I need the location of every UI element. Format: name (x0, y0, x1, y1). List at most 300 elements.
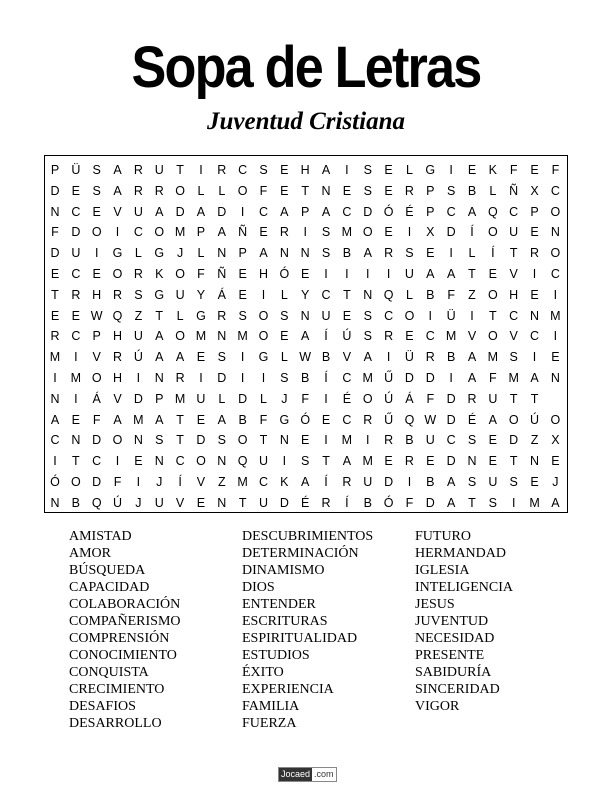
grid-letter[interactable]: M (487, 350, 499, 365)
grid-letter[interactable]: É (405, 204, 414, 219)
grid-letter[interactable]: T (530, 391, 539, 406)
grid-letter[interactable]: F (51, 225, 59, 240)
grid-letter[interactable]: C (321, 287, 331, 302)
grid-letter[interactable]: A (196, 204, 206, 219)
grid-letter[interactable]: I (74, 350, 78, 365)
grid-letter[interactable]: A (321, 204, 331, 219)
grid-letter[interactable]: S (280, 371, 289, 385)
grid-letter[interactable]: Z (530, 433, 539, 448)
grid-letter[interactable]: M (341, 225, 353, 240)
grid-letter[interactable]: P (196, 225, 206, 240)
grid-letter[interactable]: E (405, 329, 414, 344)
grid-letter[interactable]: Á (92, 391, 101, 406)
grid-letter[interactable]: K (155, 267, 164, 281)
grid-letter[interactable]: V (113, 391, 122, 406)
grid-letter[interactable]: Q (487, 204, 498, 219)
grid-letter[interactable]: A (217, 412, 226, 427)
grid-letter[interactable]: A (113, 183, 122, 198)
grid-letter[interactable]: B (405, 433, 414, 448)
grid-letter[interactable]: Ú (384, 391, 394, 406)
grid-letter[interactable]: I (532, 350, 537, 365)
grid-letter[interactable]: O (258, 329, 269, 344)
grid-letter[interactable]: C (258, 475, 269, 489)
grid-letter[interactable]: A (467, 350, 477, 365)
grid-letter[interactable]: O (362, 391, 373, 406)
grid-letter[interactable]: D (217, 204, 227, 219)
grid-letter[interactable]: Q (91, 495, 102, 510)
grid-letter[interactable]: E (321, 412, 331, 427)
grid-letter[interactable]: N (279, 433, 289, 448)
grid-letter[interactable]: U (196, 391, 206, 406)
grid-letter[interactable]: E (238, 287, 247, 302)
grid-letter[interactable]: D (50, 246, 60, 261)
grid-letter[interactable]: E (467, 163, 477, 177)
grid-letter[interactable]: C (342, 371, 352, 385)
grid-letter[interactable]: I (261, 287, 266, 302)
grid-letter[interactable]: T (468, 495, 476, 510)
grid-letter[interactable]: O (487, 225, 498, 240)
grid-letter[interactable]: A (155, 412, 164, 427)
grid-letter[interactable]: Ú (113, 495, 123, 510)
grid-letter[interactable]: U (133, 329, 143, 344)
grid-letter[interactable]: U (363, 475, 373, 489)
grid-letter[interactable]: S (488, 495, 498, 510)
grid-letter[interactable]: O (70, 475, 81, 489)
grid-letter[interactable]: D (509, 433, 519, 448)
grid-letter[interactable]: V (342, 350, 352, 365)
grid-letter[interactable]: I (115, 225, 120, 240)
grid-letter[interactable]: S (238, 308, 247, 323)
grid-letter[interactable]: N (363, 287, 373, 302)
grid-letter[interactable]: Ó (383, 495, 394, 510)
grid-letter[interactable]: B (238, 412, 247, 427)
grid-letter[interactable]: R (154, 183, 164, 198)
grid-letter[interactable]: D (217, 371, 227, 385)
grid-letter[interactable]: O (112, 433, 123, 448)
grid-letter[interactable]: L (197, 183, 205, 198)
grid-letter[interactable]: I (53, 454, 57, 469)
grid-letter[interactable]: R (384, 433, 394, 448)
grid-letter[interactable]: T (238, 495, 247, 510)
grid-letter[interactable]: I (407, 225, 412, 240)
grid-letter[interactable]: I (199, 371, 203, 385)
grid-letter[interactable]: C (530, 329, 540, 344)
grid-letter[interactable]: C (342, 204, 352, 219)
grid-letter[interactable]: N (217, 246, 227, 261)
grid-letter[interactable]: H (113, 329, 123, 344)
grid-letter[interactable]: U (258, 454, 269, 469)
grid-letter[interactable]: I (345, 163, 349, 177)
grid-letter[interactable]: M (362, 371, 373, 385)
grid-letter[interactable]: U (71, 246, 81, 261)
grid-letter[interactable]: P (92, 329, 101, 344)
grid-letter[interactable]: I (53, 371, 57, 385)
grid-letter[interactable]: A (113, 412, 122, 427)
jocaed-logo[interactable] (278, 767, 337, 782)
grid-letter[interactable]: Í (324, 329, 328, 344)
grid-letter[interactable]: É (301, 495, 310, 510)
grid-letter[interactable]: C (71, 267, 81, 281)
grid-letter[interactable]: Í (470, 225, 474, 240)
grid-letter[interactable]: R (467, 391, 477, 406)
grid-letter[interactable]: Y (301, 287, 310, 302)
grid-letter[interactable]: D (133, 391, 143, 406)
grid-letter[interactable]: E (551, 350, 560, 365)
grid-letter[interactable]: O (196, 454, 206, 469)
grid-letter[interactable]: Í (324, 371, 328, 385)
grid-letter[interactable]: I (324, 391, 328, 406)
grid-letter[interactable]: C (71, 329, 81, 344)
grid-letter[interactable]: R (384, 246, 394, 261)
grid-letter[interactable]: L (280, 350, 288, 365)
grid-letter[interactable]: O (258, 308, 269, 323)
grid-letter[interactable]: H (258, 267, 269, 281)
grid-letter[interactable]: K (488, 163, 498, 177)
grid-letter[interactable]: T (51, 287, 59, 302)
grid-letter[interactable]: I (94, 246, 99, 261)
grid-letter[interactable]: V (175, 495, 185, 510)
grid-letter[interactable]: D (363, 204, 373, 219)
grid-letter[interactable]: F (92, 412, 101, 427)
grid-letter[interactable]: Q (237, 454, 248, 469)
grid-letter[interactable]: B (71, 495, 81, 510)
grid-letter[interactable]: O (508, 412, 519, 427)
grid-letter[interactable]: S (321, 225, 331, 240)
grid-letter[interactable]: P (426, 183, 435, 198)
grid-letter[interactable]: S (92, 183, 101, 198)
grid-letter[interactable]: P (530, 204, 539, 219)
grid-letter[interactable]: D (50, 183, 60, 198)
grid-letter[interactable]: I (303, 225, 307, 240)
grid-letter[interactable]: M (133, 412, 144, 427)
grid-letter[interactable]: S (467, 475, 477, 489)
grid-letter[interactable]: G (425, 163, 436, 177)
grid-letter[interactable]: R (342, 475, 352, 489)
grid-letter[interactable]: R (133, 163, 143, 177)
grid-letter[interactable]: F (426, 391, 435, 406)
grid-letter[interactable]: U (154, 495, 164, 510)
grid-letter[interactable]: F (259, 183, 268, 198)
grid-letter[interactable]: P (238, 246, 247, 261)
grid-letter[interactable]: S (321, 246, 331, 261)
grid-letter[interactable]: O (550, 412, 561, 427)
grid-letter[interactable]: B (321, 350, 331, 365)
grid-letter[interactable]: R (113, 350, 123, 365)
grid-letter[interactable]: F (259, 412, 268, 427)
grid-letter[interactable]: H (113, 371, 123, 385)
grid-letter[interactable]: N (467, 454, 477, 469)
grid-letter[interactable]: M (174, 391, 186, 406)
grid-letter[interactable]: O (487, 287, 498, 302)
grid-letter[interactable]: I (136, 371, 141, 385)
grid-letter[interactable]: E (71, 412, 81, 427)
grid-letter[interactable]: E (196, 495, 206, 510)
grid-letter[interactable]: C (446, 204, 456, 219)
grid-letter[interactable]: S (509, 350, 518, 365)
grid-letter[interactable]: Ü (404, 350, 414, 365)
grid-letter[interactable]: Ű (384, 412, 394, 427)
grid-letter[interactable]: R (217, 308, 227, 323)
grid-letter[interactable]: M (550, 308, 561, 323)
grid-letter[interactable]: C (446, 433, 456, 448)
grid-letter[interactable]: T (322, 454, 330, 469)
grid-letter[interactable]: D (404, 371, 414, 385)
grid-letter[interactable]: I (240, 204, 245, 219)
grid-letter[interactable]: A (280, 204, 289, 219)
grid-letter[interactable]: E (488, 267, 498, 281)
grid-letter[interactable]: P (301, 204, 310, 219)
grid-letter[interactable]: I (553, 287, 558, 302)
grid-letter[interactable]: A (488, 412, 498, 427)
grid-letter[interactable]: R (279, 225, 289, 240)
grid-letter[interactable]: N (217, 495, 227, 510)
grid-letter[interactable]: E (530, 225, 539, 240)
grid-letter[interactable]: N (279, 246, 289, 261)
grid-letter[interactable]: B (342, 246, 352, 261)
grid-letter[interactable]: O (112, 267, 123, 281)
grid-letter[interactable]: T (176, 412, 184, 427)
grid-letter[interactable]: F (489, 371, 497, 385)
grid-letter[interactable]: T (301, 183, 309, 198)
grid-letter[interactable]: E (530, 287, 539, 302)
grid-letter[interactable]: L (197, 246, 205, 261)
grid-letter[interactable]: S (259, 163, 268, 177)
grid-letter[interactable]: U (509, 225, 519, 240)
grid-letter[interactable]: T (489, 308, 497, 323)
grid-letter[interactable]: N (550, 371, 560, 385)
grid-letter[interactable]: I (366, 267, 370, 281)
grid-letter[interactable]: W (299, 350, 312, 365)
grid-letter[interactable]: S (363, 308, 372, 323)
grid-letter[interactable]: Á (217, 287, 226, 302)
grid-letter[interactable]: A (467, 204, 477, 219)
grid-letter[interactable]: O (362, 225, 373, 240)
grid-letter[interactable]: C (550, 267, 560, 281)
grid-letter[interactable]: O (154, 225, 165, 240)
grid-letter[interactable]: D (238, 391, 248, 406)
grid-letter[interactable]: D (92, 433, 102, 448)
grid-letter[interactable]: S (217, 350, 226, 365)
grid-letter[interactable]: D (196, 433, 206, 448)
grid-letter[interactable]: U (488, 391, 498, 406)
grid-letter[interactable]: D (446, 412, 456, 427)
grid-letter[interactable]: K (280, 475, 289, 489)
grid-letter[interactable]: I (74, 391, 78, 406)
grid-letter[interactable]: Ó (279, 267, 290, 281)
grid-letter[interactable]: X (426, 225, 435, 240)
grid-letter[interactable]: U (258, 495, 269, 510)
grid-letter[interactable]: I (386, 350, 391, 365)
grid-letter[interactable]: Ű (384, 371, 394, 385)
grid-letter[interactable]: S (363, 329, 372, 344)
grid-letter[interactable]: T (176, 433, 184, 448)
grid-letter[interactable]: L (260, 391, 267, 406)
grid-letter[interactable]: R (404, 183, 414, 198)
grid-letter[interactable]: E (551, 454, 560, 469)
grid-letter[interactable]: N (154, 454, 164, 469)
grid-letter[interactable]: Q (383, 287, 394, 302)
grid-letter[interactable]: D (425, 495, 435, 510)
grid-letter[interactable]: N (50, 204, 60, 219)
grid-letter[interactable]: N (50, 495, 60, 510)
grid-letter[interactable]: T (509, 246, 518, 261)
grid-letter[interactable]: P (426, 204, 435, 219)
grid-letter[interactable]: E (384, 163, 393, 177)
grid-letter[interactable]: V (92, 350, 101, 365)
grid-letter[interactable]: L (468, 246, 476, 261)
grid-letter[interactable]: Í (491, 246, 495, 261)
grid-letter[interactable]: I (261, 371, 266, 385)
grid-letter[interactable]: C (509, 204, 519, 219)
grid-letter[interactable]: H (509, 287, 519, 302)
grid-letter[interactable]: A (301, 475, 310, 489)
grid-letter[interactable]: J (552, 475, 559, 489)
grid-letter[interactable]: S (363, 183, 372, 198)
grid-letter[interactable]: I (366, 433, 370, 448)
grid-letter[interactable]: T (468, 267, 476, 281)
grid-letter[interactable]: M (237, 329, 248, 344)
grid-letter[interactable]: U (175, 287, 185, 302)
grid-letter[interactable]: Q (404, 412, 415, 427)
grid-letter[interactable]: E (196, 412, 206, 427)
grid-letter[interactable]: E (384, 454, 393, 469)
grid-letter[interactable]: V (509, 329, 518, 344)
grid-letter[interactable]: G (154, 287, 165, 302)
grid-letter[interactable]: A (446, 495, 456, 510)
grid-letter[interactable]: O (175, 183, 185, 198)
grid-letter[interactable]: B (446, 350, 456, 365)
grid-letter[interactable]: Ü (446, 308, 456, 323)
grid-letter[interactable]: M (341, 433, 353, 448)
grid-letter[interactable]: A (467, 371, 477, 385)
grid-letter[interactable]: E (280, 329, 289, 344)
grid-letter[interactable]: T (509, 454, 518, 469)
grid-letter[interactable]: C (92, 454, 102, 469)
grid-letter[interactable]: R (384, 329, 394, 344)
grid-letter[interactable]: N (217, 329, 227, 344)
grid-letter[interactable]: E (92, 204, 101, 219)
grid-letter[interactable]: G (196, 308, 206, 323)
grid-letter[interactable]: X (551, 433, 560, 448)
grid-letter[interactable]: Ú (342, 329, 352, 344)
grid-letter[interactable]: I (449, 371, 453, 385)
grid-letter[interactable]: Ú (530, 412, 540, 427)
grid-letter[interactable]: É (342, 391, 352, 406)
grid-letter[interactable]: R (133, 267, 143, 281)
grid-letter[interactable]: I (115, 454, 120, 469)
grid-letter[interactable]: E (301, 433, 310, 448)
grid-letter[interactable]: O (91, 225, 102, 240)
grid-letter[interactable]: I (240, 350, 245, 365)
grid-letter[interactable]: Z (217, 475, 226, 489)
grid-letter[interactable]: S (446, 183, 456, 198)
grid-letter[interactable]: O (487, 329, 498, 344)
grid-letter[interactable]: O (550, 246, 561, 261)
grid-letter[interactable]: Y (196, 287, 206, 302)
grid-letter[interactable]: D (175, 204, 185, 219)
grid-letter[interactable]: G (279, 412, 290, 427)
grid-letter[interactable]: E (50, 308, 60, 323)
grid-letter[interactable]: J (156, 475, 163, 489)
grid-letter[interactable]: S (405, 246, 414, 261)
grid-letter[interactable]: É (467, 412, 477, 427)
grid-letter[interactable]: I (199, 163, 203, 177)
grid-letter[interactable]: E (384, 183, 393, 198)
grid-letter[interactable]: I (470, 308, 474, 323)
grid-letter[interactable]: C (133, 225, 143, 240)
grid-letter[interactable]: I (511, 495, 516, 510)
grid-letter[interactable]: M (70, 371, 82, 385)
grid-letter[interactable]: Ñ (509, 183, 519, 198)
grid-letter[interactable]: O (237, 433, 248, 448)
grid-letter[interactable]: I (553, 329, 558, 344)
grid-letter[interactable]: Ó (300, 412, 311, 427)
grid-letter[interactable]: A (155, 329, 164, 344)
grid-letter[interactable]: A (363, 246, 372, 261)
grid-letter[interactable]: Ñ (217, 267, 227, 281)
grid-letter[interactable]: C (384, 308, 394, 323)
grid-letter[interactable]: R (133, 183, 143, 198)
grid-letter[interactable]: N (300, 246, 310, 261)
grid-letter[interactable]: O (237, 183, 248, 198)
grid-letter[interactable]: I (240, 371, 245, 385)
grid-letter[interactable]: Q (112, 308, 123, 323)
grid-letter[interactable]: I (282, 454, 287, 469)
grid-letter[interactable]: A (50, 412, 60, 427)
grid-letter[interactable]: E (384, 225, 393, 240)
grid-letter[interactable]: V (196, 475, 206, 489)
grid-letter[interactable]: O (175, 329, 185, 344)
grid-letter[interactable]: A (259, 246, 268, 261)
grid-letter[interactable]: I (324, 433, 328, 448)
grid-letter[interactable]: R (321, 495, 331, 510)
grid-letter[interactable]: B (426, 287, 435, 302)
grid-letter[interactable]: S (217, 433, 226, 448)
grid-letter[interactable]: J (135, 495, 142, 510)
grid-letter[interactable]: V (113, 204, 122, 219)
grid-letter[interactable]: T (72, 454, 80, 469)
grid-letter[interactable]: O (404, 308, 415, 323)
grid-letter[interactable]: V (509, 267, 518, 281)
grid-letter[interactable]: O (175, 267, 185, 281)
grid-letter[interactable]: A (342, 454, 352, 469)
grid-letter[interactable]: D (384, 475, 394, 489)
grid-letter[interactable]: A (301, 329, 310, 344)
grid-letter[interactable]: U (488, 475, 498, 489)
grid-letter[interactable]: C (175, 454, 185, 469)
grid-letter[interactable]: D (446, 391, 456, 406)
grid-letter[interactable]: B (467, 183, 477, 198)
grid-letter[interactable]: L (176, 308, 184, 323)
grid-letter[interactable]: B (363, 495, 372, 510)
grid-letter[interactable]: Í (178, 475, 182, 489)
grid-letter[interactable]: S (301, 454, 310, 469)
grid-letter[interactable]: I (428, 308, 433, 323)
grid-letter[interactable]: H (92, 287, 102, 302)
grid-letter[interactable]: S (363, 163, 372, 177)
grid-letter[interactable]: W (90, 308, 103, 323)
grid-letter[interactable]: D (92, 475, 102, 489)
grid-letter[interactable]: M (174, 225, 186, 240)
grid-letter[interactable]: A (551, 495, 560, 510)
grid-letter[interactable]: M (529, 495, 540, 510)
grid-letter[interactable]: S (134, 287, 143, 302)
grid-letter[interactable]: E (426, 246, 435, 261)
grid-letter[interactable]: T (343, 287, 351, 302)
grid-letter[interactable]: T (176, 163, 184, 177)
grid-letter[interactable]: E (134, 454, 143, 469)
grid-letter[interactable]: J (176, 246, 184, 261)
